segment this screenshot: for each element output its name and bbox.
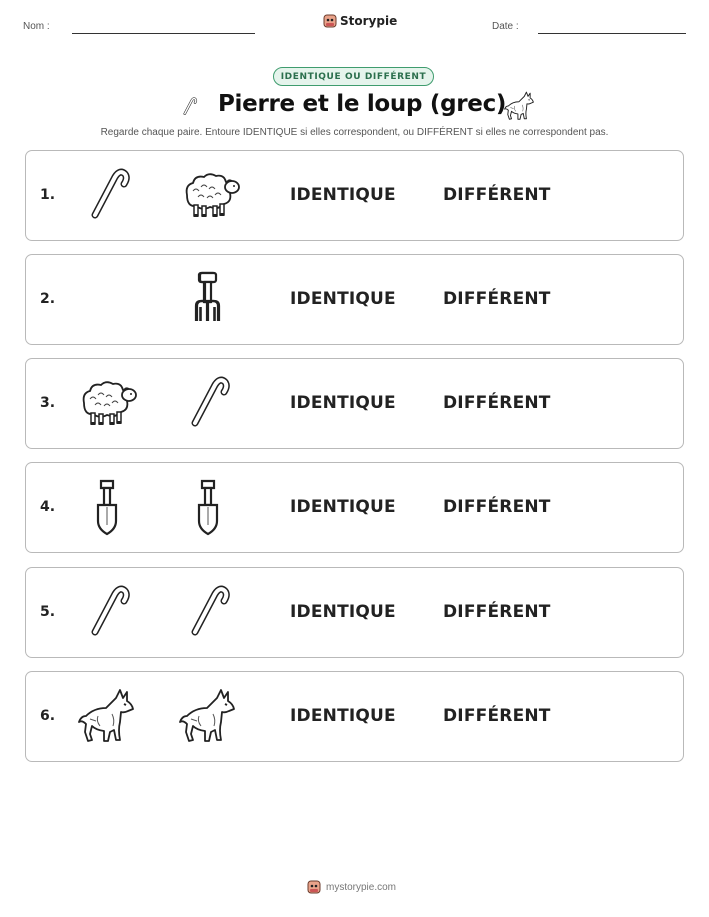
different-option[interactable]: DIFFÉRENT [443,289,551,309]
sheep-icon [76,373,138,435]
pair-row [25,358,684,449]
name-label: Nom : [23,21,50,32]
storypie-mascot-icon [323,13,337,29]
shovel-icon [76,477,138,539]
pair-row [25,567,684,658]
different-option[interactable]: DIFFÉRENT [443,185,551,205]
pair-row [25,150,684,241]
staff-icon [176,373,238,435]
footer [307,879,396,895]
identique-option[interactable]: IDENTIQUE [290,185,396,205]
pair-row [25,462,684,553]
pair-number: 4. [40,499,56,515]
pitchfork-icon [177,269,239,331]
wolf-icon [76,686,138,748]
staff-icon [178,91,200,123]
different-option[interactable]: DIFFÉRENT [443,393,551,413]
pair-row [25,254,684,345]
date-label: Date : [492,21,519,32]
storypie-mascot-icon [307,879,321,895]
pair-number: 3. [40,395,56,411]
sheep-icon [179,165,241,227]
brand-logo [323,13,397,29]
identique-option[interactable]: IDENTIQUE [290,602,396,622]
title-row [0,89,709,125]
pair-number: 2. [40,291,56,307]
footer-url: mystorypie.com [326,881,397,893]
different-option[interactable]: DIFFÉRENT [443,497,551,517]
identique-option[interactable]: IDENTIQUE [290,393,396,413]
staff-icon [176,582,238,644]
instructions: Regarde chaque paire. Entoure IDENTIQUE si elles correspondent, ou DIFFÉRENT si elles ne correspondent pas. [100,127,609,138]
shovel-icon [177,477,239,539]
identique-option[interactable]: IDENTIQUE [290,706,396,726]
staff-icon [76,582,138,644]
activity-badge: IDENTIQUE OU DIFFÉRENT [273,67,434,86]
wolf-icon [503,90,536,123]
page-title: Pierre et le loup (grec) [218,91,507,117]
different-option[interactable]: DIFFÉRENT [443,706,551,726]
wolf-icon [177,686,239,748]
identique-option[interactable]: IDENTIQUE [290,289,396,309]
date-field[interactable] [538,33,686,34]
name-field[interactable] [72,33,255,34]
pair-row [25,671,684,762]
different-option[interactable]: DIFFÉRENT [443,602,551,622]
pair-number: 1. [40,187,56,203]
brand-name: Storypie [340,14,398,28]
staff-icon [76,165,138,227]
pair-number: 6. [40,708,56,724]
pair-number: 5. [40,604,56,620]
identique-option[interactable]: IDENTIQUE [290,497,396,517]
